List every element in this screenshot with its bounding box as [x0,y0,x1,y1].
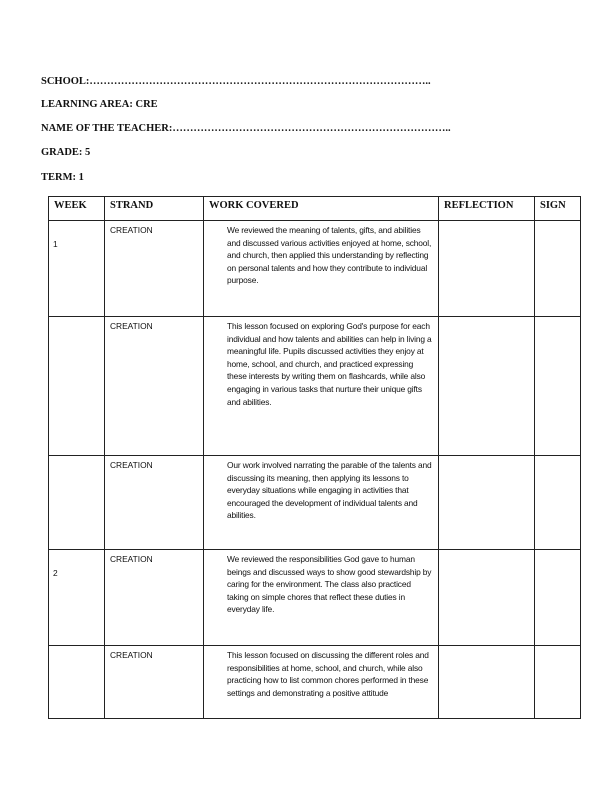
col-sign: SIGN [535,197,581,221]
sign-cell[interactable] [535,317,581,456]
week-cell: 2 [49,550,105,646]
work-covered-cell: This lesson focused on exploring God's purpose for each individual and how talents and abilities can help in living a meaningful life. Pupils discussed activities they enjoy at home, school, and church, and practiced expressing these interests by writing them on flashcards, while also engaging in various tasks that nurture their unique gifts and abilities. [204,317,439,456]
reflection-cell[interactable] [439,317,535,456]
school-field: SCHOOL:…………………………………………………………………………………….. [41,76,431,87]
records-of-work-table [48,196,581,719]
term: TERM: 1 [41,172,84,183]
work-covered-cell: This lesson focused on discussing the different roles and responsibilities at home, school, and church, while also practicing how to list common chores performed in these settings and demonstrating a positive attitude [204,646,439,719]
strand-cell: CREATION [105,317,204,456]
strand-cell: CREATION [105,646,204,719]
learning-area: LEARNING AREA: CRE [41,99,158,110]
week-cell [49,646,105,719]
table-row [49,646,581,719]
table-row [49,221,581,317]
sign-cell[interactable] [535,456,581,550]
reflection-cell[interactable] [439,550,535,646]
table-row [49,456,581,550]
teacher-name-field: NAME OF THE TEACHER:…………………………………………………………………….. [41,123,451,134]
col-week: WEEK [49,197,105,221]
work-covered-cell: We reviewed the meaning of talents, gifts, and abilities and discussed various activities enjoyed at home, school, and church, then applied this understanding by reflecting on personal talents and how they contribute to individual purpose. [204,221,439,317]
col-strand: STRAND [105,197,204,221]
col-reflection: REFLECTION [439,197,535,221]
week-cell: 1 [49,221,105,317]
table-header-row [49,197,581,221]
strand-cell: CREATION [105,221,204,317]
strand-cell: CREATION [105,456,204,550]
work-covered-cell: We reviewed the responsibilities God gave to human beings and discussed ways to show good stewardship by caring for the environment. The class also practiced taking on simple chores that reflect these duties in everyday life. [204,550,439,646]
week-cell [49,456,105,550]
sign-cell[interactable] [535,550,581,646]
reflection-cell[interactable] [439,221,535,317]
grade: GRADE: 5 [41,147,91,158]
col-work-covered: WORK COVERED [204,197,439,221]
table-row [49,550,581,646]
sign-cell[interactable] [535,221,581,317]
reflection-cell[interactable] [439,646,535,719]
sign-cell[interactable] [535,646,581,719]
reflection-cell[interactable] [439,456,535,550]
work-covered-cell: Our work involved narrating the parable of the talents and discussing its meaning, then applying its lessons to everyday situations while engaging in activities that encouraged the development of individual talents and abilities. [204,456,439,550]
table-row [49,317,581,456]
strand-cell: CREATION [105,550,204,646]
week-cell [49,317,105,456]
